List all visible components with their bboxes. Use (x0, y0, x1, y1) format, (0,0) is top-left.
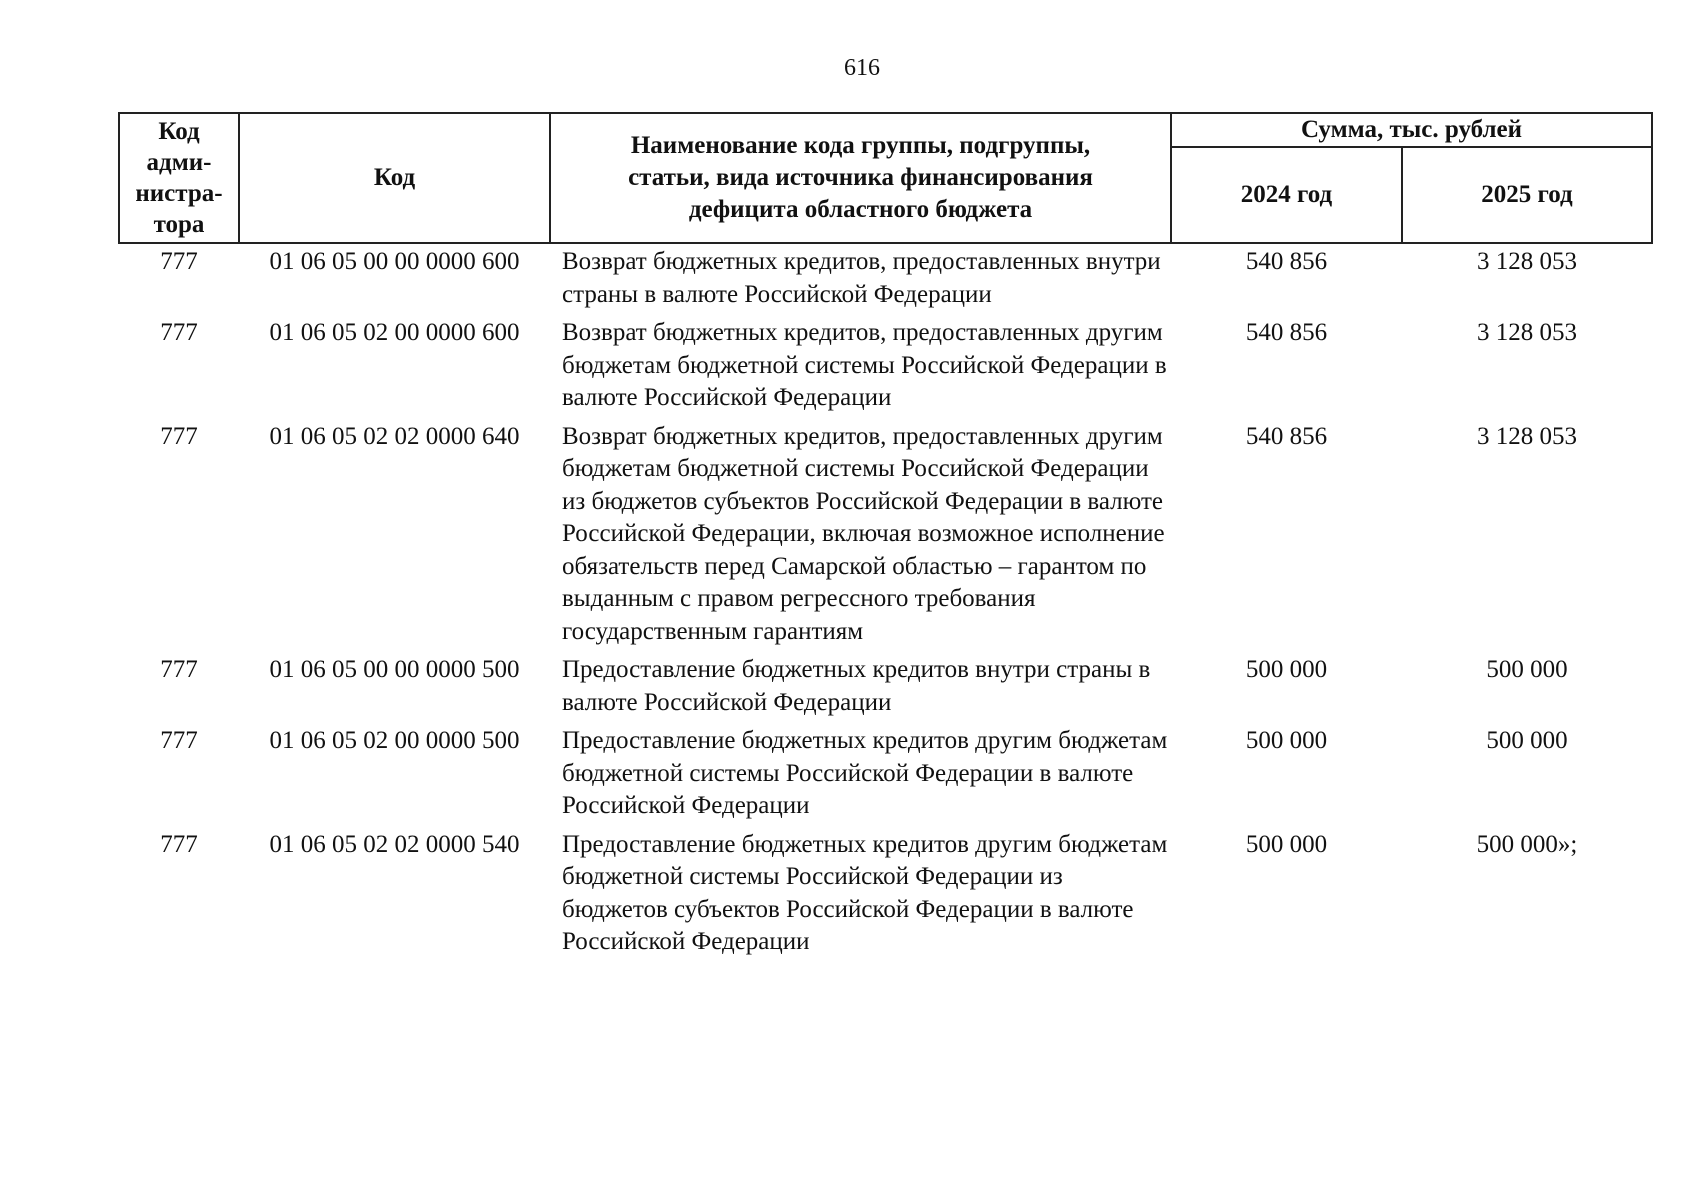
header-admin-code-line: тора (153, 211, 205, 238)
cell-code: 01 06 05 00 00 0000 600 (269, 248, 520, 275)
header-admin-code-line: нистра- (135, 180, 223, 207)
header-year-2025: 2025 год (1402, 147, 1652, 243)
cell-2024: 500 000 (1245, 656, 1328, 683)
cell-name: Предоставление бюджетных кредитов другим бюджетам бюджетной системы Российской Федерации из бюджетов субъектов Российской Федерации в валюте Российской Федерации (562, 830, 1168, 955)
header-admin-code (119, 113, 239, 243)
cell-2024: 540 856 (1245, 248, 1328, 275)
cell-code: 01 06 05 02 00 0000 500 (269, 727, 520, 754)
cell-code: 01 06 05 02 00 0000 600 (269, 319, 520, 346)
cell-name: Возврат бюджетных кредитов, предоставленных внутри страны в валюте Российской Федерации (562, 248, 1161, 308)
header-name-line: Наименование кода группы, подгруппы, (630, 132, 1091, 159)
header-admin-code-line: адми- (146, 149, 212, 176)
cell-2024: 540 856 (1245, 319, 1328, 346)
header-name-line: статьи, вида источника финансирования (628, 164, 1093, 191)
cell-code: 01 06 05 02 02 0000 540 (269, 830, 520, 858)
cell-2025: 500 000»; (1476, 830, 1578, 858)
table-row (119, 829, 1652, 965)
table-row (119, 725, 1652, 829)
table-row (119, 654, 1652, 725)
cell-name: Возврат бюджетных кредитов, предоставленных другим бюджетам бюджетной системы Российской Федерации из бюджетов субъектов Российской Федерации в валюте Российской Федерации, включая возможное исполнение обязательств перед Самарской областью – гарантом по выданным с правом регрессного требования государственным гарантиям (562, 422, 1165, 645)
cell-admin-code: 777 (160, 319, 198, 346)
table-row (119, 317, 1652, 421)
cell-2024: 500 000 (1245, 727, 1328, 754)
cell-admin-code: 777 (160, 727, 198, 754)
cell-admin-code: 777 (160, 422, 198, 450)
cell-2025: 3 128 053 (1477, 248, 1577, 275)
budget-table (118, 112, 1653, 965)
header-admin-code-line: Код (158, 118, 200, 145)
table-header (119, 113, 1652, 243)
cell-admin-code: 777 (160, 248, 198, 275)
header-year-2024: 2024 год (1171, 147, 1402, 243)
cell-code: 01 06 05 00 00 0000 500 (269, 656, 520, 683)
header-sum: Сумма, тыс. рублей (1171, 113, 1652, 147)
cell-2025: 500 000 (1486, 727, 1568, 754)
cell-admin-code: 777 (160, 656, 198, 683)
table-row (119, 421, 1652, 655)
table-row (119, 243, 1652, 317)
cell-name: Предоставление бюджетных кредитов внутри страны в валюте Российской Федерации (562, 656, 1151, 716)
cell-2025: 3 128 053 (1477, 422, 1577, 450)
header-name (550, 113, 1171, 243)
cell-2025: 3 128 053 (1477, 319, 1577, 346)
cell-name: Возврат бюджетных кредитов, предоставленных другим бюджетам бюджетной системы Российской Федерации в валюте Российской Федерации (562, 319, 1167, 411)
page-number: 616 (844, 55, 880, 81)
header-code: Код (239, 113, 550, 243)
cell-name: Предоставление бюджетных кредитов другим бюджетам бюджетной системы Российской Федерации в валюте Российской Федерации (562, 727, 1168, 819)
cell-admin-code: 777 (160, 830, 198, 858)
cell-code: 01 06 05 02 02 0000 640 (269, 422, 520, 450)
table-body (119, 243, 1652, 965)
header-name-line: дефицита областного бюджета (688, 196, 1033, 223)
cell-2024: 540 856 (1245, 422, 1328, 450)
cell-2025: 500 000 (1486, 656, 1568, 683)
cell-2024: 500 000 (1245, 830, 1328, 858)
